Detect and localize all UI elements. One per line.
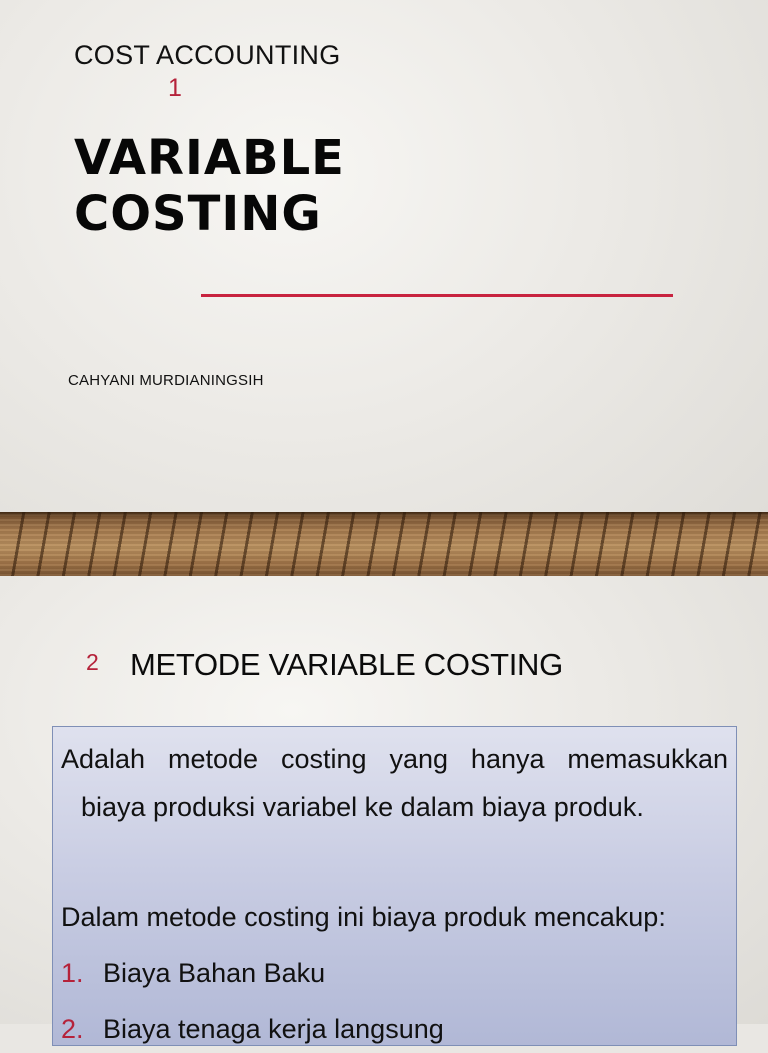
- slide-number: 2: [86, 649, 99, 675]
- slide-2: [0, 576, 768, 1044]
- wood-floor-decoration: [0, 512, 768, 576]
- intro-text: Dalam metode costing ini biaya produk mencakup:: [61, 902, 666, 932]
- author-name: CAHYANI MURDIANINGSIH: [68, 372, 264, 389]
- definition-paragraph: [61, 735, 728, 831]
- slide-title-line-2: COSTING: [74, 186, 322, 242]
- accent-divider: [201, 294, 673, 297]
- content-box: [52, 726, 737, 1046]
- slide-number: 1: [168, 74, 182, 102]
- slide-title: [74, 130, 634, 242]
- list-item-number: 2.: [61, 1014, 84, 1044]
- definition-line-2: biaya produksi variabel ke dalam biaya produk.: [81, 792, 644, 822]
- list-item: [61, 1005, 728, 1053]
- list-item: [61, 949, 728, 997]
- list-item-text: Biaya tenaga kerja langsung: [103, 1014, 444, 1044]
- list-item-text: Biaya Bahan Baku: [103, 958, 326, 988]
- slide-title-line-1: VARIABLE: [74, 130, 345, 186]
- section-heading: METODE VARIABLE COSTING: [130, 647, 563, 682]
- definition-line-1: Adalah metode costing yang hanya memasukkan: [61, 744, 728, 774]
- list-item-number: 1.: [61, 958, 84, 988]
- course-title: COST ACCOUNTING: [74, 40, 341, 70]
